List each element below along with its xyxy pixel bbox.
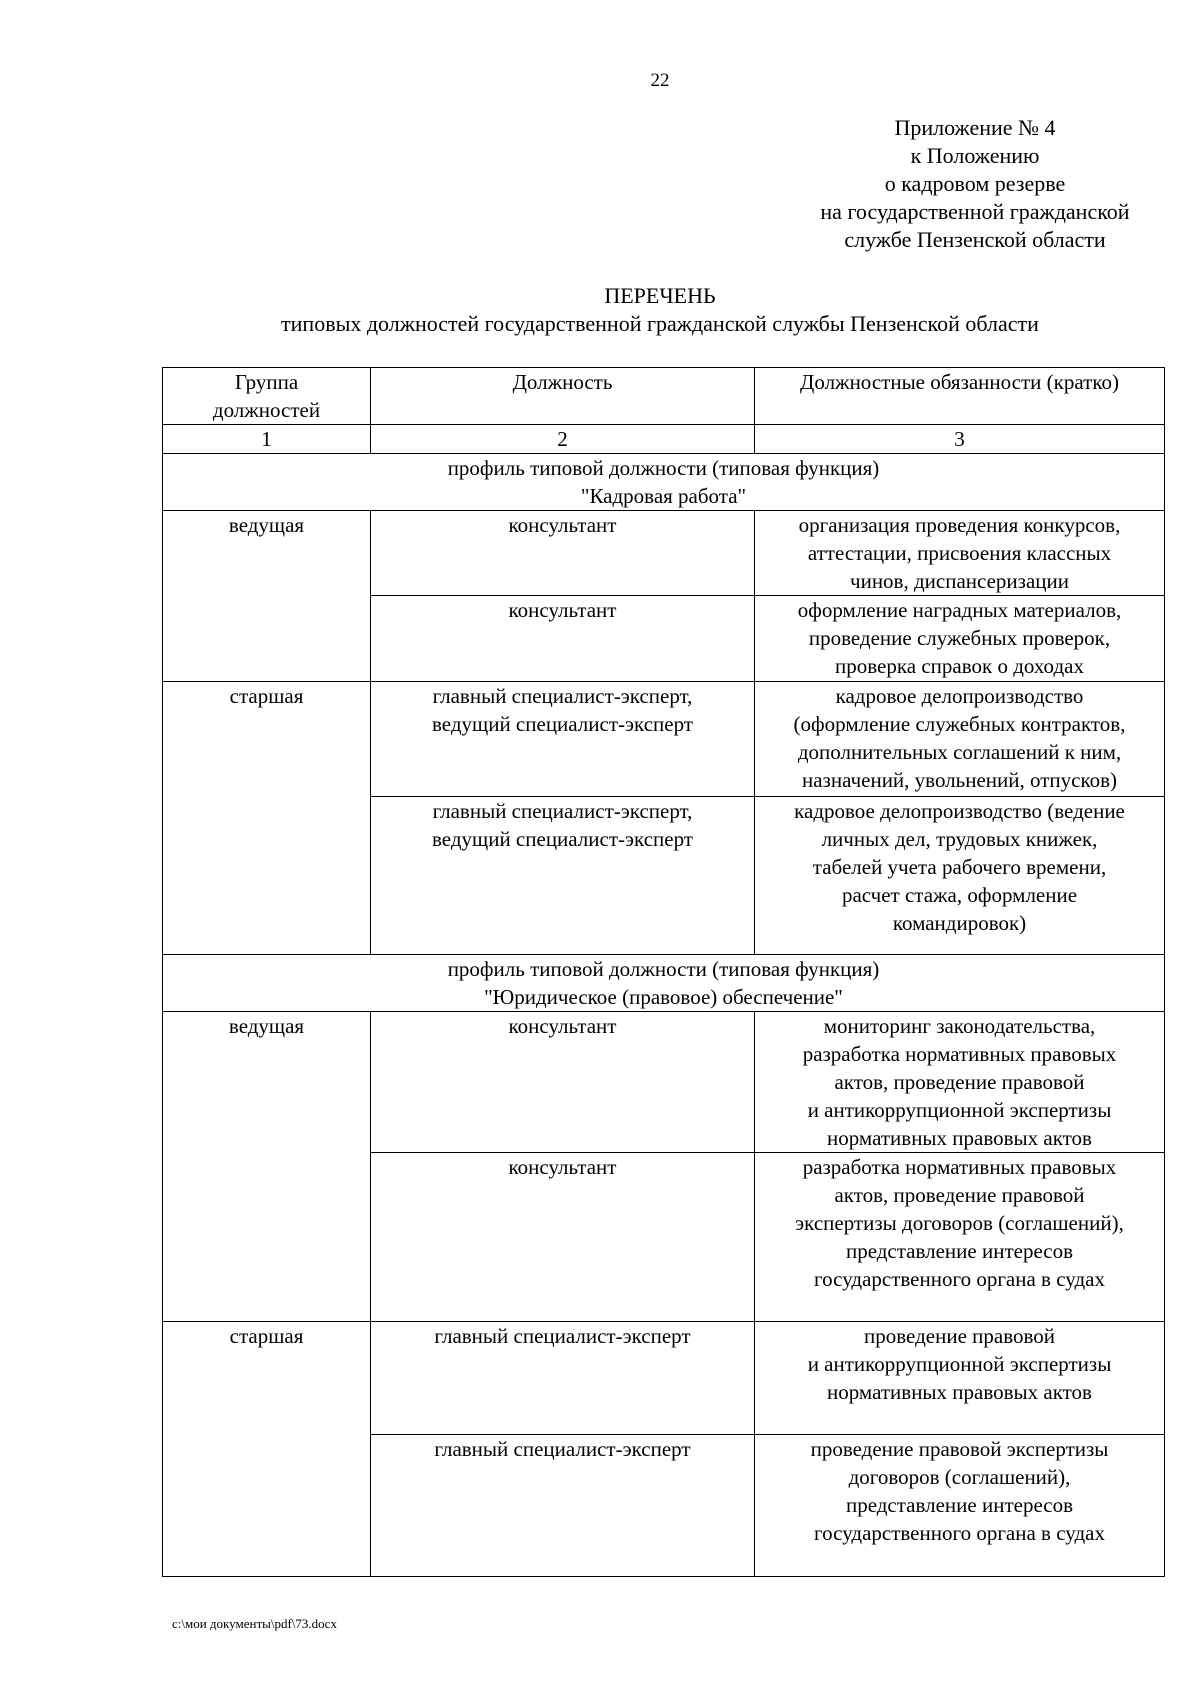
duties-line: проверка справок о доходах bbox=[835, 654, 1084, 678]
file-path-footer: c:\мои документы\pdf\73.docx bbox=[172, 1616, 337, 1631]
position-line: главный специалист-эксперт, bbox=[432, 684, 693, 708]
column-number: 1 bbox=[163, 425, 371, 454]
position-cell bbox=[371, 682, 755, 797]
duties-line: нормативных правовых актов bbox=[827, 1380, 1092, 1404]
table-header-row bbox=[163, 368, 1165, 425]
duties-cell bbox=[755, 1012, 1165, 1153]
group-cell: старшая bbox=[163, 1322, 371, 1577]
profile-line: "Кадровая работа" bbox=[580, 484, 747, 508]
duties-line: актов, проведение правовой bbox=[834, 1183, 1085, 1207]
duties-line: командировок) bbox=[892, 911, 1027, 935]
header-group-line: должностей bbox=[212, 398, 321, 422]
duties-line: проведение правовой экспертизы bbox=[810, 1437, 1109, 1461]
profile-row bbox=[163, 454, 1165, 511]
duties-line: кадровое делопроизводство bbox=[835, 684, 1084, 708]
position-cell: консультант bbox=[371, 1153, 755, 1322]
duties-line: и антикоррупционной экспертизы bbox=[807, 1098, 1112, 1122]
profile-line: профиль типовой должности (типовая функция) bbox=[447, 456, 880, 480]
table-row bbox=[163, 682, 1165, 797]
profile-cell bbox=[163, 454, 1165, 511]
duties-line: табелей учета рабочего времени, bbox=[812, 855, 1107, 879]
duties-line: представление интересов bbox=[845, 1493, 1074, 1517]
duties-line: договоров (соглашений), bbox=[848, 1465, 1071, 1489]
group-cell: ведущая bbox=[163, 1012, 371, 1322]
header-group-line: Группа bbox=[234, 370, 299, 394]
table-row bbox=[163, 1322, 1165, 1435]
document-title: ПЕРЕЧЕНЬ bbox=[604, 283, 716, 308]
header-duties: Должностные обязанности (кратко) bbox=[755, 368, 1165, 425]
positions-table bbox=[162, 367, 1165, 1577]
appendix-line: к Положению bbox=[910, 143, 1040, 168]
position-line: ведущий специалист-эксперт bbox=[432, 827, 693, 851]
group-cell: старшая bbox=[163, 682, 371, 955]
table-number-row bbox=[163, 425, 1165, 454]
header-position: Должность bbox=[371, 368, 755, 425]
profile-line: профиль типовой должности (типовая функция) bbox=[447, 957, 880, 981]
appendix-line: Приложение № 4 bbox=[894, 115, 1056, 140]
duties-line: разработка нормативных правовых bbox=[802, 1155, 1117, 1179]
duties-line: оформление наградных материалов, bbox=[797, 598, 1122, 622]
header-group bbox=[163, 368, 371, 425]
duties-line: представление интересов bbox=[845, 1239, 1074, 1263]
duties-line: назначений, увольнений, отпусков) bbox=[802, 768, 1117, 792]
duties-cell bbox=[755, 682, 1165, 797]
duties-line: кадровое делопроизводство (ведение bbox=[794, 799, 1125, 823]
document-subtitle: типовых должностей государственной гражданской службы Пензенской области bbox=[281, 311, 1039, 336]
position-line: ведущий специалист-эксперт bbox=[432, 712, 693, 736]
duties-line: и антикоррупционной экспертизы bbox=[807, 1352, 1112, 1376]
duties-line: расчет стажа, оформление bbox=[841, 883, 1078, 907]
appendix-line: службе Пензенской области bbox=[844, 227, 1106, 252]
duties-line: государственного органа в судах bbox=[814, 1521, 1105, 1545]
duties-line: чинов, диспансеризации bbox=[850, 569, 1069, 593]
position-cell: консультант bbox=[371, 1012, 755, 1153]
profile-row bbox=[163, 955, 1165, 1012]
duties-cell bbox=[755, 797, 1165, 955]
position-cell: главный специалист-эксперт bbox=[371, 1322, 755, 1435]
column-number: 3 bbox=[755, 425, 1165, 454]
profile-cell bbox=[163, 955, 1165, 1012]
duties-cell bbox=[755, 596, 1165, 682]
duties-line: организация проведения конкурсов, bbox=[798, 513, 1121, 537]
profile-line: "Юридическое (правовое) обеспечение" bbox=[484, 985, 843, 1009]
position-cell: консультант bbox=[371, 596, 755, 682]
duties-line: нормативных правовых актов bbox=[827, 1126, 1092, 1150]
duties-line: проведение служебных проверок, bbox=[808, 626, 1111, 650]
duties-cell bbox=[755, 1322, 1165, 1435]
duties-line: экспертизы договоров (соглашений), bbox=[795, 1211, 1124, 1235]
position-line: главный специалист-эксперт, bbox=[432, 799, 693, 823]
duties-line: дополнительных соглашений к ним, bbox=[797, 740, 1122, 764]
appendix-line: о кадровом резерве bbox=[884, 171, 1066, 196]
duties-cell bbox=[755, 511, 1165, 596]
appendix-line: на государственной гражданской bbox=[820, 199, 1130, 224]
duties-line: (оформление служебных контрактов, bbox=[793, 712, 1126, 736]
duties-line: актов, проведение правовой bbox=[834, 1070, 1085, 1094]
column-number: 2 bbox=[371, 425, 755, 454]
position-cell: главный специалист-эксперт bbox=[371, 1435, 755, 1577]
document-heading bbox=[160, 282, 1160, 338]
page-number: 22 bbox=[650, 70, 670, 91]
position-cell: консультант bbox=[371, 511, 755, 596]
duties-line: личных дел, трудовых книжек, bbox=[821, 827, 1098, 851]
appendix-note bbox=[780, 114, 1170, 254]
duties-line: разработка нормативных правовых bbox=[802, 1042, 1117, 1066]
duties-line: проведение правовой bbox=[864, 1324, 1055, 1348]
table-row bbox=[163, 511, 1165, 596]
duties-cell bbox=[755, 1435, 1165, 1577]
duties-line: мониторинг законодательства, bbox=[823, 1014, 1096, 1038]
group-cell: ведущая bbox=[163, 511, 371, 682]
position-cell bbox=[371, 797, 755, 955]
duties-line: аттестации, присвоения классных bbox=[807, 541, 1112, 565]
duties-cell bbox=[755, 1153, 1165, 1322]
duties-line: государственного органа в судах bbox=[814, 1267, 1105, 1291]
table-row bbox=[163, 1012, 1165, 1153]
